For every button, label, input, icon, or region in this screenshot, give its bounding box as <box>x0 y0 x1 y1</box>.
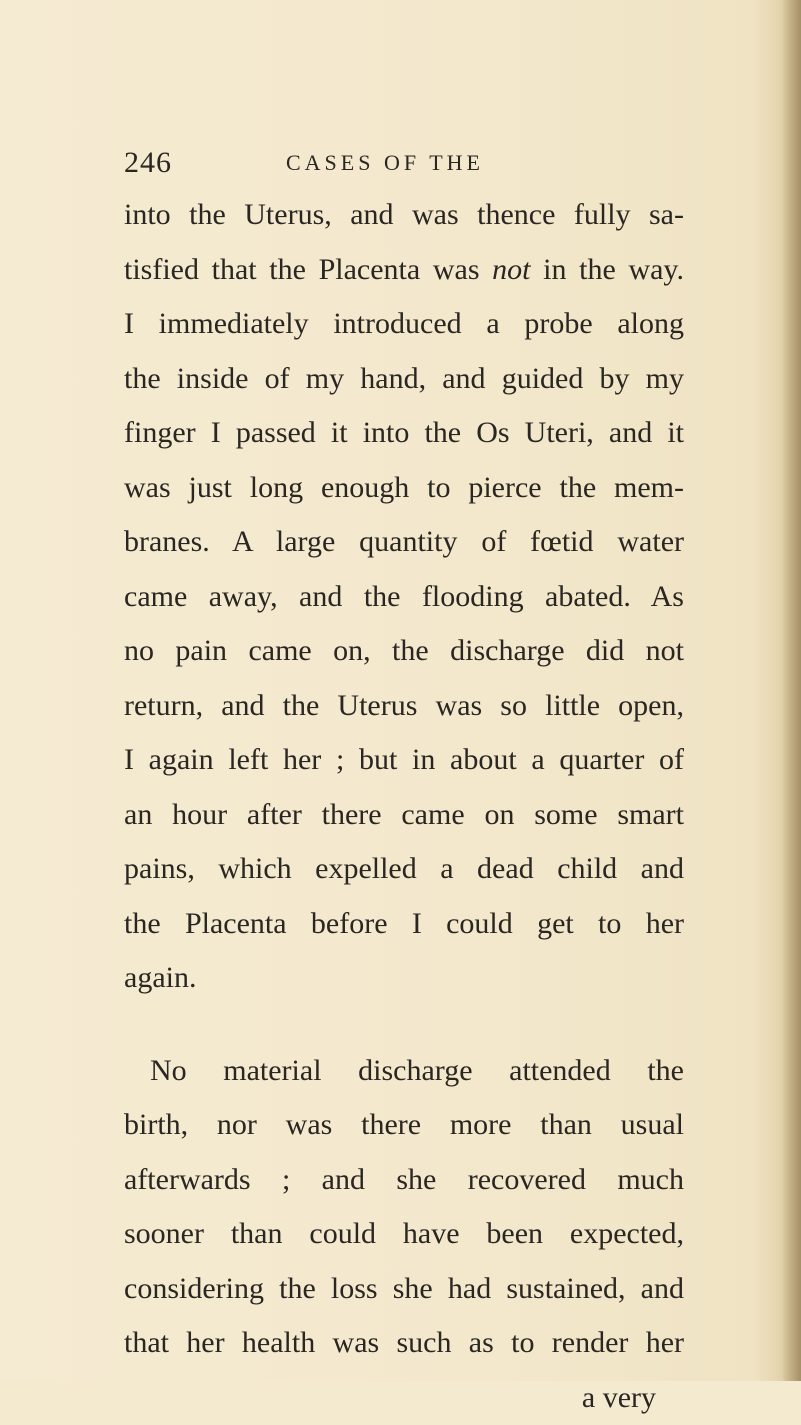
text-line: no pain came on, the discharge did not <box>124 624 684 679</box>
text-line: an hour after there came on some smart <box>124 788 684 843</box>
text-line: I immediately introduced a probe along <box>124 297 684 352</box>
body-text <box>124 188 684 1425</box>
running-head <box>124 146 684 186</box>
text-line: afterwards ; and she recovered much <box>124 1153 684 1208</box>
text-line: branes. A large quantity of fœtid water <box>124 515 684 570</box>
text-line: again. <box>124 951 684 1006</box>
text-line: came away, and the flooding abated. As <box>124 570 684 625</box>
text-line: was just long enough to pierce the mem- <box>124 461 684 516</box>
text-line: considering the loss she had sustained, and <box>124 1262 684 1317</box>
text-line: the inside of my hand, and guided by my <box>124 352 684 407</box>
page-edge-shadow <box>783 0 801 1381</box>
text-line: birth, nor was there more than usual <box>124 1098 684 1153</box>
text-line: pains, which expelled a dead child and <box>124 842 684 897</box>
catchword: a very <box>124 1371 684 1425</box>
paragraph-break <box>124 1006 684 1044</box>
italic-emphasis: not <box>492 253 530 286</box>
text-line: into the Uterus, and was thence fully sa- <box>124 188 684 243</box>
text-line: that her health was such as to render her <box>124 1316 684 1371</box>
text-line: sooner than could have been expected, <box>124 1207 684 1262</box>
text-line: return, and the Uterus was so little open, <box>124 679 684 734</box>
text-line: the Placenta before I could get to her <box>124 897 684 952</box>
running-title: CASES OF THE <box>286 150 484 176</box>
text-line: No material discharge attended the <box>124 1044 684 1099</box>
text-line: finger I passed it into the Os Uteri, and it <box>124 406 684 461</box>
page-number: 246 <box>124 146 172 180</box>
text-line: tisfied that the Placenta was not in the way. <box>124 243 684 298</box>
text-line: I again left her ; but in about a quarter of <box>124 733 684 788</box>
